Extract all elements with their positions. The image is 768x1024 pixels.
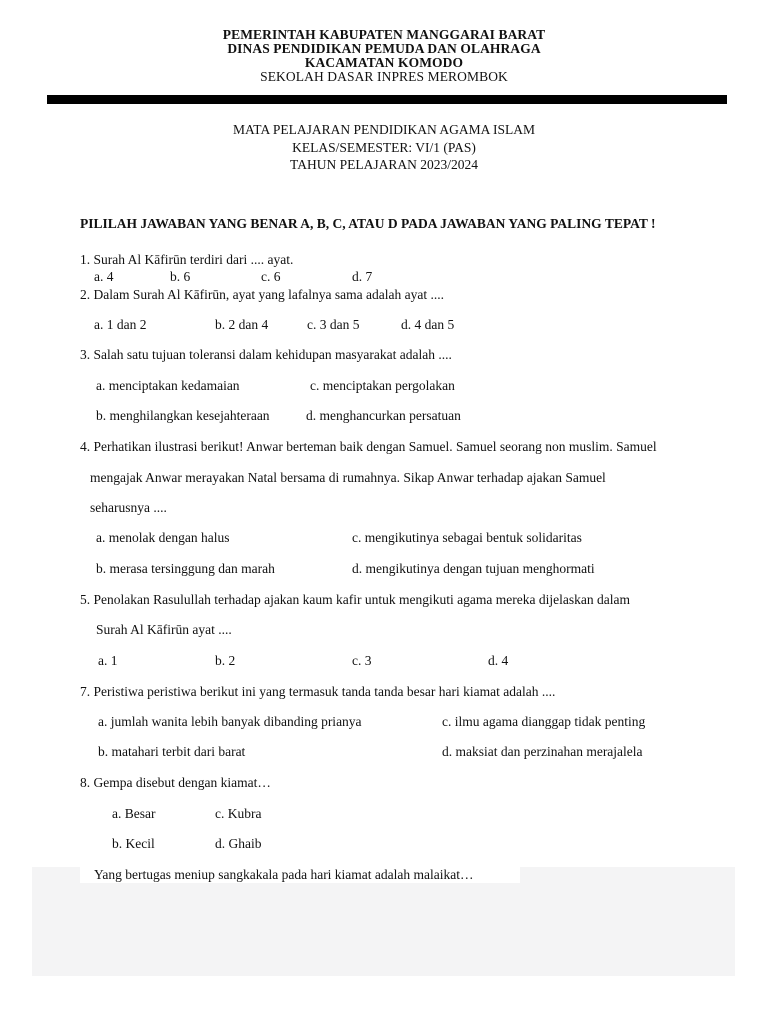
q3-option-a: a. menciptakan kedamaian (96, 378, 240, 393)
subject-title: MATA PELAJARAN PENDIDIKAN AGAMA ISLAM (233, 122, 535, 137)
q4-option-b: b. merasa tersinggung dan marah (96, 561, 275, 576)
header-department: DINAS PENDIDIKAN PEMUDA DAN OLAHRAGA (227, 41, 541, 56)
question-7: 7. Peristiwa peristiwa berikut ini yang termasuk tanda tanda besar hari kiamat adalah .... (80, 684, 556, 699)
question-2: 2. Dalam Surah Al Kāfirūn, ayat yang lafalnya sama adalah ayat .... (80, 287, 444, 302)
q1-option-b: b. 6 (170, 269, 191, 284)
q8-option-b: b. Kecil (112, 836, 155, 851)
q3-option-b: b. menghilangkan kesejahteraan (96, 408, 270, 423)
header-district: KACAMATAN KOMODO (304, 55, 464, 70)
q4-option-d: d. mengikutinya dengan tujuan menghormati (352, 561, 595, 576)
q2-option-a: a. 1 dan 2 (94, 317, 147, 332)
q5-option-b: b. 2 (215, 653, 236, 668)
q4-option-c: c. mengikutinya sebagai bentuk solidaritas (352, 530, 582, 545)
q7-option-c: c. ilmu agama dianggap tidak penting (442, 714, 646, 729)
class-semester: KELAS/SEMESTER: VI/1 (PAS) (292, 139, 476, 155)
q8-option-d: d. Ghaib (215, 836, 262, 851)
question-5-line-1: 5. Penolakan Rasulullah terhadap ajakan kaum kafir untuk mengikuti agama mereka dijelaskan dalam (80, 592, 630, 607)
q8-option-c: c. Kubra (215, 806, 262, 821)
q5-option-c: c. 3 (352, 653, 372, 668)
question-3: 3. Salah satu tujuan toleransi dalam kehidupan masyarakat adalah .... (80, 347, 452, 362)
question-1: 1. Surah Al Kāfirūn terdiri dari .... ayat. (80, 252, 294, 267)
q2-option-d: d. 4 dan 5 (401, 317, 455, 332)
q7-option-d: d. maksiat dan perzinahan merajalela (442, 744, 643, 759)
q5-option-a: a. 1 (98, 653, 118, 668)
question-5-line-2: Surah Al Kāfirūn ayat .... (96, 622, 232, 637)
q3-option-c: c. menciptakan pergolakan (310, 378, 455, 393)
q2-option-b: b. 2 dan 4 (215, 317, 269, 332)
question-9: Yang bertugas meniup sangkakala pada hari kiamat adalah malaikat… (94, 867, 474, 882)
question-8: 8. Gempa disebut dengan kiamat… (80, 775, 271, 790)
question-4-line-3: seharusnya .... (90, 500, 167, 515)
q2-option-c: c. 3 dan 5 (307, 317, 360, 332)
instruction: PILILAH JAWABAN YANG BENAR A, B, C, ATAU D PADA JAWABAN YANG PALING TEPAT ! (80, 216, 656, 231)
subject-block (0, 121, 768, 174)
header-school: SEKOLAH DASAR INPRES MEROMBOK (260, 69, 508, 84)
q7-option-b: b. matahari terbit dari barat (98, 744, 246, 759)
blank-area (32, 867, 735, 976)
q7-option-a: a. jumlah wanita lebih banyak dibanding prianya (98, 714, 362, 729)
q5-option-d: d. 4 (488, 653, 509, 668)
q1-option-a: a. 4 (94, 269, 114, 284)
question-4-line-1: 4. Perhatikan ilustrasi berikut! Anwar berteman baik dengan Samuel. Samuel seorang non muslim. Samuel (80, 439, 657, 454)
header-divider (47, 95, 727, 104)
header-government: PEMERINTAH KABUPATEN MANGGARAI BARAT (222, 27, 546, 42)
q1-option-d: d. 7 (352, 269, 373, 284)
letterhead (0, 28, 768, 84)
q1-option-c: c. 6 (261, 269, 281, 284)
q8-option-a: a. Besar (112, 806, 156, 821)
q3-option-d: d. menghancurkan persatuan (306, 408, 461, 423)
question-4-line-2: mengajak Anwar merayakan Natal bersama di rumahnya. Sikap Anwar terhadap ajakan Samuel (90, 470, 606, 485)
q4-option-a: a. menolak dengan halus (96, 530, 230, 545)
school-year: TAHUN PELAJARAN 2023/2024 (290, 157, 478, 172)
